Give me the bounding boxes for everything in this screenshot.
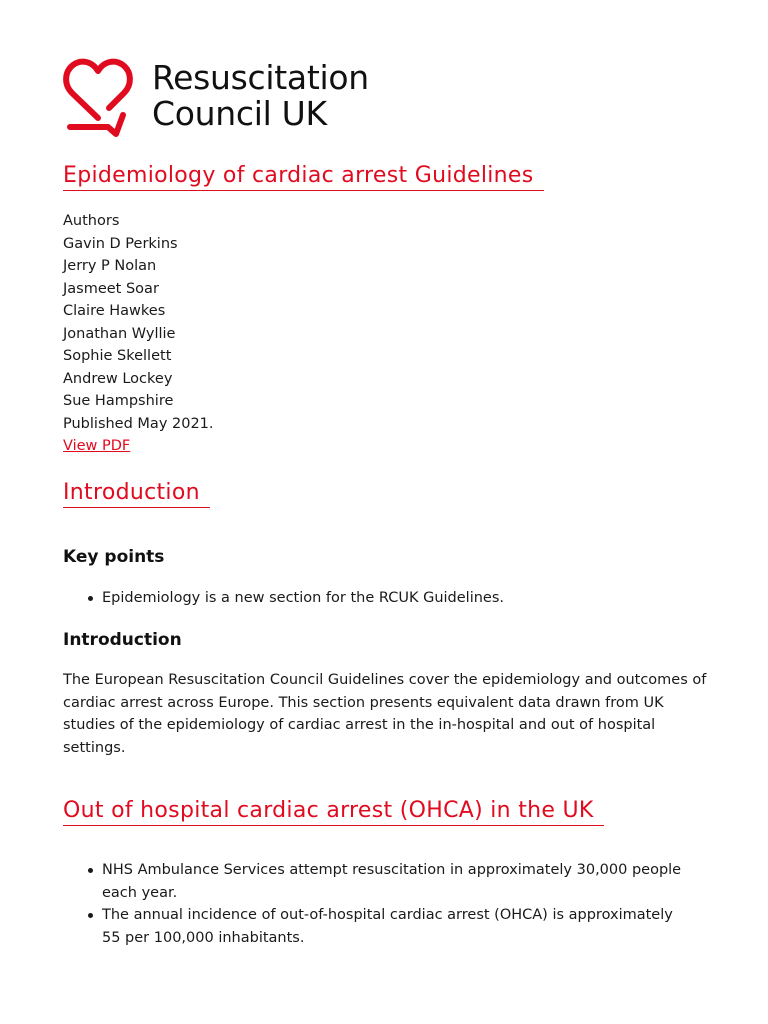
ohca-heading: Out of hospital cardiac arrest (OHCA) in the UK <box>63 798 604 826</box>
author-name: Jerry P Nolan <box>63 258 157 274</box>
rcuk-logo[interactable] <box>62 58 422 138</box>
key-points-list <box>63 587 693 610</box>
published-date: Published May 2021. <box>63 415 214 432</box>
logo-line-2: Council UK <box>152 94 327 133</box>
logo-line-1: Resuscitation <box>152 58 369 97</box>
heart-speech-icon <box>62 58 134 138</box>
list-item: The annual incidence of out-of-hospital cardiac arrest (OHCA) is approximately 55 per 100,000 inhabitants. <box>63 904 693 949</box>
list-item: NHS Ambulance Services attempt resuscitation in approximately 30,000 people each year. <box>63 859 693 904</box>
logo-wordmark <box>152 60 369 132</box>
list-item: Epidemiology is a new section for the RCUK Guidelines. <box>63 587 693 610</box>
key-points-heading: Key points <box>63 547 165 567</box>
author-name: Sophie Skellett <box>63 348 172 364</box>
author-name: Jasmeet Soar <box>63 280 159 297</box>
ohca-list <box>63 859 693 949</box>
introduction-paragraph: The European Resuscitation Council Guidelines cover the epidemiology and outcomes of cardiac arrest across Europe. This section presents equivalent data drawn from UK studies of the epidemiology of cardiac arrest in the in-hospital and out of hospital settings. <box>63 672 707 756</box>
authors-block <box>63 210 214 458</box>
introduction-heading: Introduction <box>63 480 210 508</box>
authors-label: Authors <box>63 213 120 229</box>
author-name: Claire Hawkes <box>63 303 166 319</box>
page-title: Epidemiology of cardiac arrest Guidelines <box>63 163 544 191</box>
view-pdf-link[interactable]: View PDF <box>63 438 131 454</box>
author-name: Gavin D Perkins <box>63 235 178 252</box>
author-name: Jonathan Wyllie <box>63 325 176 342</box>
author-name: Sue Hampshire <box>63 393 174 409</box>
introduction-subheading: Introduction <box>63 630 182 650</box>
author-name: Andrew Lockey <box>63 370 173 387</box>
